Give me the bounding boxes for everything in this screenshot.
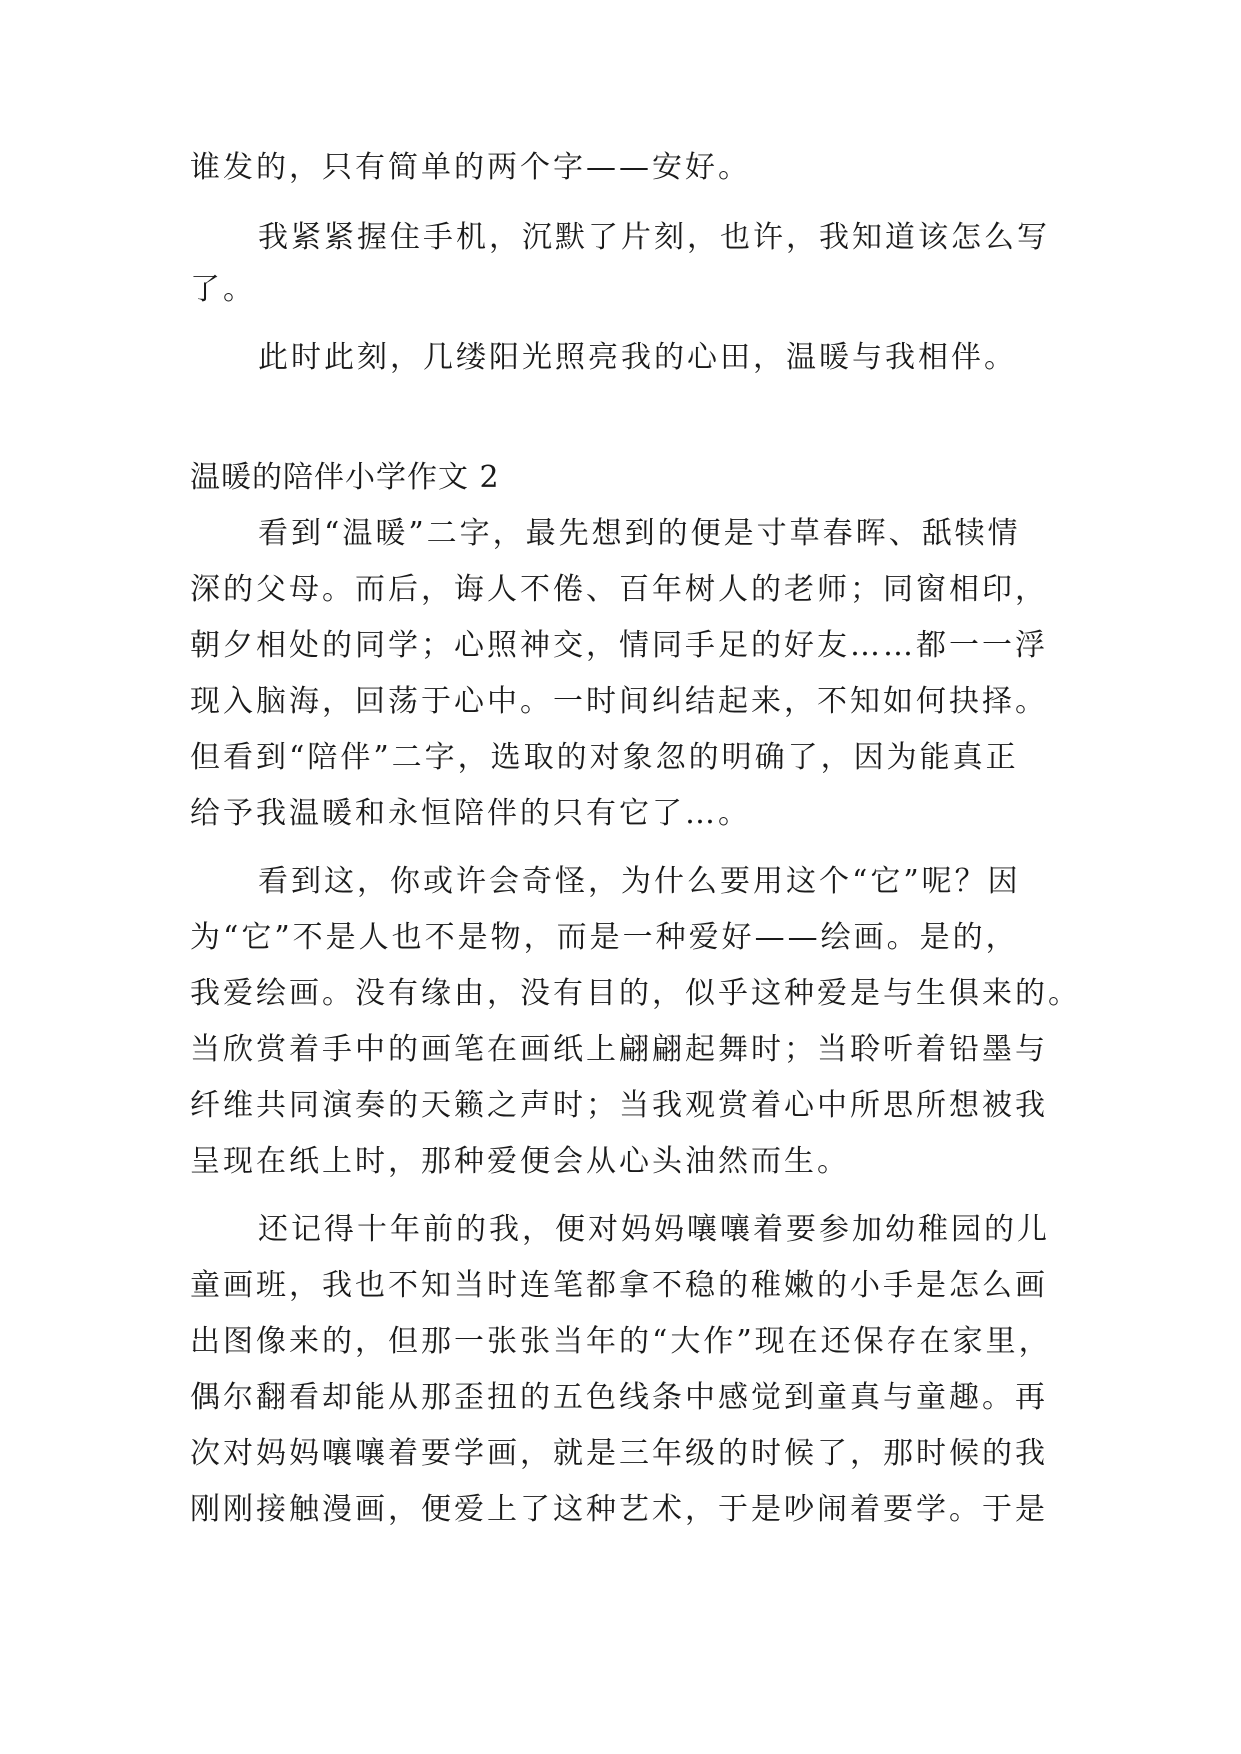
paragraph-line: 谁发的，只有简单的两个字——安好。 [190, 150, 751, 185]
paragraph-line: 我爱绘画。没有缘由，没有目的，似乎这种爱是与生俱来的。 [190, 976, 1081, 1011]
paragraph-line: 朝夕相处的同学；心照神交，情同手足的好友……都一一浮 [190, 628, 1048, 663]
paragraph-line: 童画班，我也不知当时连笔都拿不稳的稚嫩的小手是怎么画 [190, 1268, 1048, 1303]
paragraph-line: 出图像来的，但那一张张当年的“大作”现在还保存在家里， [190, 1324, 1052, 1359]
paragraph-line: 当欣赏着手中的画笔在画纸上翩翩起舞时；当聆听着铅墨与 [190, 1032, 1048, 1067]
paragraph-line: 还记得十年前的我，便对妈妈嚷嚷着要参加幼稚园的儿 [258, 1212, 1050, 1247]
paragraph-line: 看到这，你或许会奇怪，为什么要用这个“它”呢？因 [258, 864, 1021, 899]
paragraph-line: 偶尔翻看却能从那歪扭的五色线条中感觉到童真与童趣。再 [190, 1380, 1048, 1415]
paragraph-line: 看到“温暖”二字，最先想到的便是寸草春晖、舐犊情 [258, 516, 1021, 551]
paragraph-line: 我紧紧握住手机，沉默了片刻，也许，我知道该怎么写 [258, 220, 1050, 255]
section-title: 温暖的陪伴小学作文 2 [190, 460, 500, 495]
paragraph-line: 深的父母。而后，诲人不倦、百年树人的老师；同窗相印， [190, 572, 1048, 607]
paragraph-line: 次对妈妈嚷嚷着要学画，就是三年级的时候了，那时候的我 [190, 1436, 1048, 1471]
paragraph-line: 呈现在纸上时，那种爱便会从心头油然而生。 [190, 1144, 850, 1179]
paragraph-line: 此时此刻，几缕阳光照亮我的心田，温暖与我相伴。 [258, 340, 1017, 375]
paragraph-line: 刚刚接触漫画，便爱上了这种艺术，于是吵闹着要学。于是 [190, 1492, 1048, 1527]
paragraph-line: 纤维共同演奏的天籁之声时；当我观赏着心中所思所想被我 [190, 1088, 1048, 1123]
paragraph-line: 现入脑海，回荡于心中。一时间纠结起来，不知如何抉择。 [190, 684, 1048, 719]
paragraph-line: 但看到“陪伴”二字，选取的对象忽的明确了，因为能真正 [190, 740, 1019, 775]
paragraph-line: 为“它”不是人也不是物，而是一种爱好——绘画。是的， [190, 920, 1019, 955]
paragraph-line: 给予我温暖和永恒陪伴的只有它了…。 [190, 796, 751, 831]
paragraph-line: 了。 [190, 272, 256, 307]
